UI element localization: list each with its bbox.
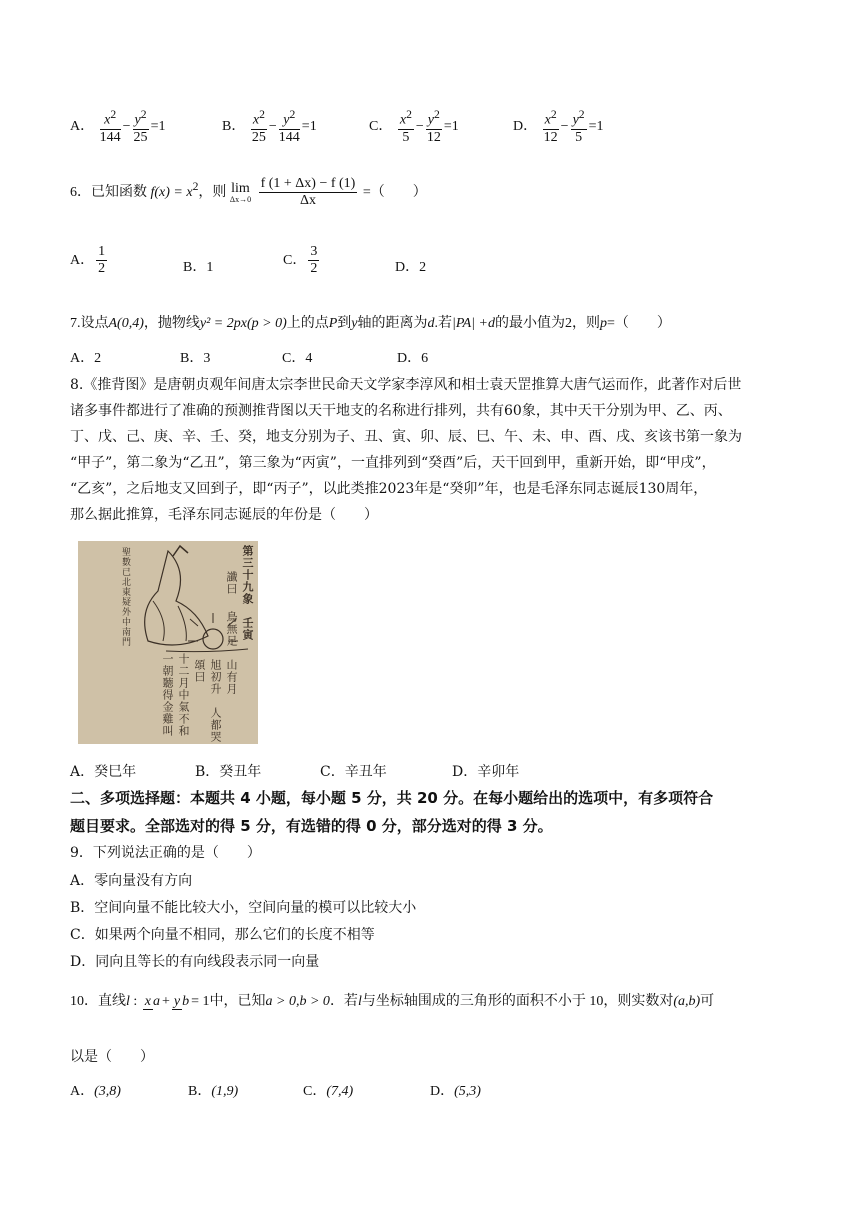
q5-option-c: C． $\frac{x^2}{5}$ − $\frac{y^2}{12}$ =1 xyxy=(369,108,459,145)
q10-option-d: D．(5,3) xyxy=(430,1084,481,1099)
image-col-8: 聖數已北東疑外中南門 xyxy=(120,547,130,647)
q5-option-d: D． $\frac{x^2}{12}$ − $\frac{y^2}{5}$ =1 xyxy=(513,108,604,145)
section2-heading-line1: 二、多项选择题：本题共 4 小题，每小题 5 分，共 20 分。在每小题给出的选项中，有多项符合 xyxy=(70,789,714,807)
q8-option-b: B．癸丑年 xyxy=(195,764,262,780)
image-col-1: 第三十九象 壬寅 xyxy=(241,545,254,641)
image-col-2: 讖曰 xyxy=(225,571,238,595)
image-col-5: 頌曰 xyxy=(193,659,206,683)
image-col-7: 一朝聽得金雞叫 xyxy=(161,653,174,737)
q7-option-b: B．3 xyxy=(180,351,211,366)
q5-option-b: B． $\frac{x^2}{25}$ − $\frac{y^2}{144}$ =1 xyxy=(222,108,317,145)
q6-option-d: D．2 xyxy=(395,260,427,275)
image-col-3: 鳥無足 山有月 xyxy=(225,611,238,695)
q7-option-c: C．4 xyxy=(282,351,313,366)
q9-stem: 9．下列说法正确的是（ ） xyxy=(70,845,261,861)
q5-option-a: A． $\frac{x^2}{144}$ − $\frac{y^2}{25}$ =1 xyxy=(70,108,166,145)
q10-option-a: A．(3,8) xyxy=(70,1084,121,1099)
q6-stem: 6．已知函数 $f(x) = x^2$，则 lim Δx→0 $\frac{f (1 + \Delta x) - f (1)}{\Delta x}$ =（ ） xyxy=(70,176,427,209)
q7-option-d: D．6 xyxy=(397,351,429,366)
section2-heading-line2: 题目要求。全部选对的得 5 分，有选错的得 0 分，部分选对的得 3 分。 xyxy=(70,817,553,835)
q9-option-b: B．空间向量不能比较大小，空间向量的模可以比较大小 xyxy=(70,900,417,916)
q8-option-c: C．辛丑年 xyxy=(320,764,387,780)
q6-option-b: B．1 xyxy=(183,260,214,275)
q8-option-d: D．辛卯年 xyxy=(452,764,520,780)
q10-stem-line2: 以是（ ） xyxy=(70,1049,154,1065)
image-col-4: 旭初升 人都哭 xyxy=(209,659,222,743)
q7-option-a: A．2 xyxy=(70,351,102,366)
q9-option-d: D．同向且等长的有向线段表示同一向量 xyxy=(70,954,320,970)
q6-option-c: C． $\frac{3}{2}$ xyxy=(283,244,318,277)
q6-option-a: A． $\frac{1}{2}$ xyxy=(70,244,106,277)
q8-stem: 8.《推背图》是唐朝贞观年间唐太宗李世民命天文学家李淳风和相士袁天罡推算大唐气运而作，此著作对后世 诸多事件都进行了准确的预测推背图以天干地支的名称进行排列，共有60象，其中天干分别为甲、乙、丙、 丁、戊、己、庚、辛、壬、癸，地支分别为子、丑、寅、卯、辰、巳、午、未、申、酉、戌、亥该书第一象为 “甲子”，第二象为“乙丑”，第三象为“丙寅”，一直排列到“癸酉”后，天干回到甲，重新开始，即“甲戌”， “乙亥”，之后地支又回到子，即“丙子”，以此类推2023年是“癸卯”年，也是毛泽东同志诞辰130周年， 那么据此推算，毛泽东同志诞辰的年份是（ ） xyxy=(70,377,742,523)
tuibeitu-image xyxy=(78,541,258,744)
q9-option-c: C．如果两个向量不相同，那么它们的长度不相等 xyxy=(70,927,375,943)
q10-stem: 10．直线l : x a + y b = 1中，已知a > 0,b > 0．若l与坐标轴围成的三角形的面积不小于 10，则实数对(a,b)可 xyxy=(70,993,715,1009)
image-col-6: 十二月中氣不和 xyxy=(177,653,190,737)
q9-option-a: A．零向量没有方向 xyxy=(70,873,193,889)
q8-option-a: A．癸巳年 xyxy=(70,764,137,780)
q10-option-c: C．(7,4) xyxy=(303,1084,354,1099)
q10-option-b: B．(1,9) xyxy=(188,1084,239,1099)
q7-stem: 7.设点A(0,4)，抛物线y² = 2px(p > 0)上的点P到y轴的距离为d.若|PA| +d的最小值为2，则p=（ ） xyxy=(70,316,671,331)
